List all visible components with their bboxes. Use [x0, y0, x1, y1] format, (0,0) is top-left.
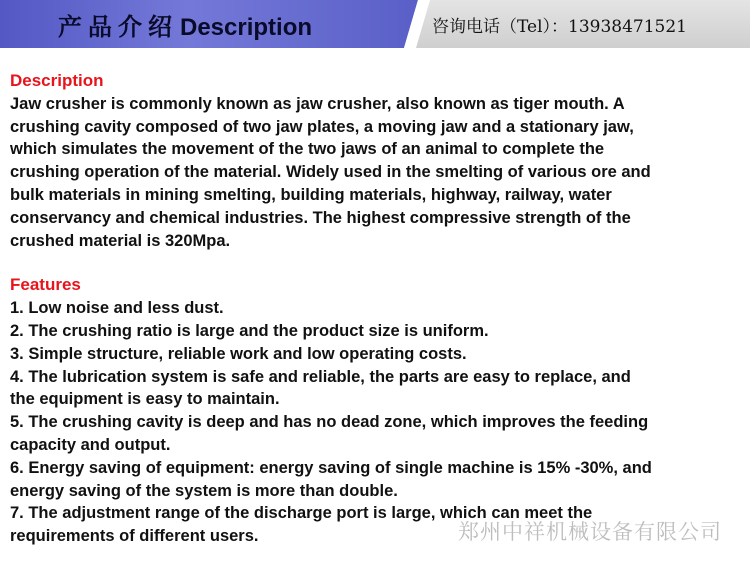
- feature-line: 3. Simple structure, reliable work and low operating costs.: [10, 344, 467, 363]
- description-line: Jaw crusher is commonly known as jaw crusher, also known as tiger mouth. A: [10, 94, 625, 113]
- description-line: crushed material is 320Mpa.: [10, 231, 231, 250]
- description-line: conservancy and chemical industries. The highest compressive strength of the: [10, 208, 631, 227]
- page-title-en: Description: [180, 14, 313, 41]
- main-content: [10, 70, 746, 548]
- feature-line: 7. The adjustment range of the discharge port is large, which can meet the: [10, 504, 593, 523]
- features-section: [10, 274, 746, 548]
- page-header: [0, 0, 750, 48]
- description-line: bulk materials in mining smelting, building materials, highway, railway, water: [10, 185, 612, 204]
- contact-phone: 咨询电话（Tel）：13938471521: [432, 17, 687, 37]
- page-title-cn: 产品介绍: [58, 12, 178, 41]
- description-heading: Description: [10, 71, 104, 90]
- feature-line: capacity and output.: [10, 435, 171, 454]
- description-line: crushing operation of the material. Widely used in the smelting of various ore and: [10, 163, 651, 182]
- features-heading: Features: [10, 275, 81, 295]
- page-title: [58, 7, 312, 42]
- company-watermark: 郑州中祥机械设备有限公司: [458, 520, 722, 544]
- description-section: [10, 70, 746, 252]
- feature-line: 5. The crushing cavity is deep and has no dead zone, which improves the feeding: [10, 413, 649, 432]
- feature-line: requirements of different users.: [10, 527, 259, 546]
- description-line: which simulates the movement of the two jaws of an animal to complete the: [10, 140, 605, 159]
- feature-line: 6. Energy saving of equipment: energy saving of single machine is 15% -30%, and: [10, 458, 652, 477]
- feature-line: 4. The lubrication system is safe and reliable, the parts are easy to replace, and: [10, 367, 631, 386]
- feature-line: 1. Low noise and less dust.: [10, 299, 224, 318]
- feature-line: 2. The crushing ratio is large and the product size is uniform.: [10, 321, 489, 340]
- description-line: crushing cavity composed of two jaw plates, a moving jaw and a stationary jaw,: [10, 117, 634, 136]
- feature-line: the equipment is easy to maintain.: [10, 390, 280, 409]
- feature-line: energy saving of the system is more than double.: [10, 481, 398, 500]
